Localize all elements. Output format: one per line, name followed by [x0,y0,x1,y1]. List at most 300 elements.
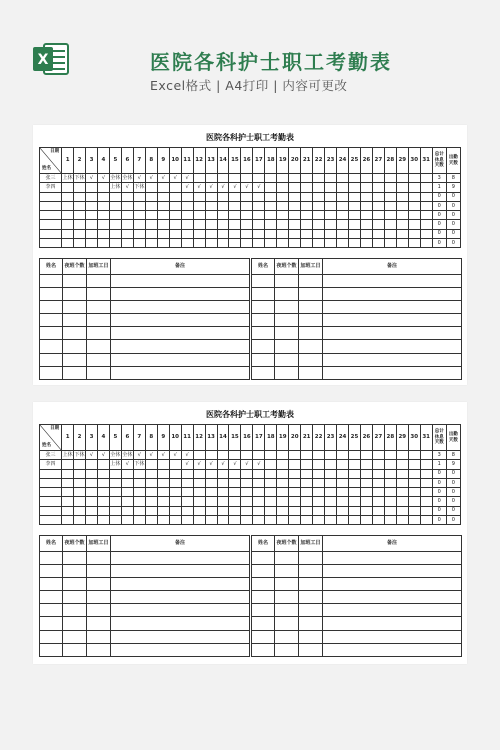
attendance-cell[interactable]: √ [193,460,205,469]
remarks-cell[interactable] [299,327,323,340]
attendance-cell[interactable] [157,460,169,469]
remarks-cell[interactable] [63,288,87,301]
attendance-cell[interactable]: √ [205,183,217,192]
attendance-cell[interactable]: √ [169,451,181,460]
attendance-cell[interactable] [301,506,313,515]
attendance-cell[interactable] [277,220,289,229]
attendance-cell[interactable] [396,516,408,525]
attendance-cell[interactable] [360,211,372,220]
attendance-cell[interactable] [289,211,301,220]
attendance-cell[interactable]: 上休 [62,451,74,460]
remarks-cell[interactable] [323,288,462,301]
attendance-cell[interactable] [217,201,229,210]
remarks-cell[interactable] [323,617,462,630]
attendance-cell[interactable] [337,211,349,220]
attendance-cell[interactable] [193,478,205,487]
attendance-cell[interactable] [384,174,396,183]
attendance-cell[interactable] [74,183,86,192]
attendance-cell[interactable] [193,488,205,497]
remarks-cell[interactable] [111,565,250,578]
attendance-cell[interactable] [265,516,277,525]
attendance-cell[interactable] [145,192,157,201]
attendance-cell[interactable] [133,220,145,229]
attendance-cell[interactable] [229,469,241,478]
attendance-cell[interactable]: 上休 [109,183,121,192]
remarks-cell[interactable] [252,604,275,617]
attendance-cell[interactable] [396,460,408,469]
attendance-cell[interactable] [133,478,145,487]
attendance-cell[interactable] [145,516,157,525]
remarks-cell[interactable] [299,591,323,604]
remarks-cell[interactable] [275,275,299,288]
remarks-cell[interactable] [63,340,87,353]
attendance-cell[interactable]: 全休 [109,174,121,183]
attendance-cell[interactable] [193,506,205,515]
attendance-cell[interactable] [169,488,181,497]
attendance-cell[interactable] [217,451,229,460]
attendance-cell[interactable] [349,174,361,183]
attendance-cell[interactable] [97,201,109,210]
attendance-cell[interactable] [360,488,372,497]
remarks-cell[interactable] [111,552,250,565]
attendance-cell[interactable] [97,506,109,515]
attendance-cell[interactable] [313,506,325,515]
attendance-cell[interactable] [420,478,432,487]
attendance-cell[interactable] [181,516,193,525]
attendance-cell[interactable]: √ [181,174,193,183]
attendance-cell[interactable] [217,497,229,506]
attendance-cell[interactable] [205,192,217,201]
attendance-cell[interactable] [217,192,229,201]
attendance-cell[interactable] [193,201,205,210]
remarks-cell[interactable] [87,353,111,366]
remarks-cell[interactable] [252,327,275,340]
attendance-cell[interactable] [277,211,289,220]
remarks-cell[interactable] [299,301,323,314]
attendance-cell[interactable] [145,469,157,478]
attendance-cell[interactable] [253,516,265,525]
remarks-cell[interactable] [111,288,250,301]
attendance-cell[interactable] [384,516,396,525]
remarks-cell[interactable] [40,340,63,353]
remarks-cell[interactable] [87,288,111,301]
attendance-cell[interactable] [360,192,372,201]
remarks-cell[interactable] [252,366,275,379]
attendance-cell[interactable] [349,211,361,220]
attendance-cell[interactable] [325,201,337,210]
attendance-cell[interactable]: 下休 [74,451,86,460]
attendance-cell[interactable]: √ [157,174,169,183]
attendance-cell[interactable] [181,239,193,248]
attendance-cell[interactable] [62,239,74,248]
attendance-cell[interactable] [229,451,241,460]
attendance-cell[interactable] [62,497,74,506]
attendance-cell[interactable] [408,183,420,192]
attendance-cell[interactable] [408,506,420,515]
attendance-cell[interactable] [169,478,181,487]
attendance-cell[interactable]: √ [86,174,98,183]
attendance-cell[interactable]: √ [217,183,229,192]
remarks-cell[interactable] [87,275,111,288]
attendance-cell[interactable] [408,201,420,210]
attendance-cell[interactable]: √ [157,451,169,460]
attendance-cell[interactable] [337,506,349,515]
attendance-cell[interactable] [277,506,289,515]
attendance-cell[interactable] [277,239,289,248]
attendance-cell[interactable] [289,478,301,487]
attendance-cell[interactable] [229,211,241,220]
attendance-cell[interactable] [229,192,241,201]
attendance-cell[interactable] [193,220,205,229]
attendance-cell[interactable] [265,460,277,469]
attendance-cell[interactable] [86,478,98,487]
attendance-cell[interactable] [396,201,408,210]
attendance-cell[interactable] [121,192,133,201]
remarks-cell[interactable] [299,275,323,288]
attendance-cell[interactable] [337,201,349,210]
remarks-cell[interactable] [63,630,87,643]
remarks-cell[interactable] [299,288,323,301]
attendance-cell[interactable] [349,239,361,248]
attendance-cell[interactable] [86,220,98,229]
attendance-cell[interactable]: √ [86,451,98,460]
remarks-cell[interactable] [40,578,63,591]
remarks-cell[interactable] [111,314,250,327]
attendance-cell[interactable] [74,220,86,229]
attendance-cell[interactable] [289,469,301,478]
attendance-cell[interactable]: 上休 [62,174,74,183]
attendance-cell[interactable]: √ [217,460,229,469]
attendance-cell[interactable] [396,469,408,478]
attendance-cell[interactable] [372,192,384,201]
attendance-cell[interactable] [313,497,325,506]
attendance-cell[interactable] [86,192,98,201]
attendance-cell[interactable] [253,469,265,478]
attendance-cell[interactable] [253,478,265,487]
attendance-cell[interactable] [97,469,109,478]
attendance-cell[interactable] [313,460,325,469]
attendance-cell[interactable] [121,506,133,515]
attendance-cell[interactable] [169,201,181,210]
attendance-cell[interactable] [289,174,301,183]
attendance-cell[interactable] [62,229,74,238]
attendance-cell[interactable] [301,192,313,201]
attendance-cell[interactable] [277,497,289,506]
attendance-cell[interactable] [420,497,432,506]
attendance-cell[interactable] [408,211,420,220]
attendance-cell[interactable] [229,174,241,183]
remarks-cell[interactable] [252,617,275,630]
attendance-cell[interactable] [145,488,157,497]
attendance-cell[interactable] [289,497,301,506]
attendance-cell[interactable] [360,229,372,238]
attendance-cell[interactable] [181,478,193,487]
attendance-cell[interactable] [97,478,109,487]
attendance-cell[interactable]: √ [241,183,253,192]
attendance-cell[interactable] [396,192,408,201]
remarks-cell[interactable] [252,630,275,643]
attendance-cell[interactable] [145,239,157,248]
attendance-cell[interactable] [384,239,396,248]
remarks-cell[interactable] [323,353,462,366]
remarks-cell[interactable] [323,591,462,604]
attendance-cell[interactable] [372,451,384,460]
attendance-cell[interactable] [121,488,133,497]
attendance-cell[interactable] [420,451,432,460]
attendance-cell[interactable] [384,469,396,478]
attendance-cell[interactable] [193,469,205,478]
attendance-cell[interactable] [205,469,217,478]
attendance-cell[interactable] [253,174,265,183]
attendance-cell[interactable] [301,211,313,220]
attendance-cell[interactable] [337,192,349,201]
remarks-cell[interactable] [299,552,323,565]
remarks-cell[interactable] [87,643,111,656]
attendance-cell[interactable] [133,201,145,210]
attendance-cell[interactable] [325,451,337,460]
attendance-cell[interactable] [265,497,277,506]
attendance-cell[interactable] [313,174,325,183]
attendance-cell[interactable] [181,211,193,220]
remarks-cell[interactable] [87,591,111,604]
attendance-cell[interactable]: 上休 [109,460,121,469]
attendance-cell[interactable] [372,229,384,238]
attendance-cell[interactable] [313,488,325,497]
attendance-cell[interactable] [241,478,253,487]
attendance-cell[interactable] [277,229,289,238]
attendance-cell[interactable] [62,460,74,469]
attendance-cell[interactable] [301,516,313,525]
remarks-cell[interactable] [63,353,87,366]
attendance-cell[interactable]: √ [133,451,145,460]
attendance-cell[interactable] [349,460,361,469]
attendance-cell[interactable] [62,211,74,220]
remarks-cell[interactable] [40,353,63,366]
attendance-cell[interactable] [349,451,361,460]
remarks-cell[interactable] [40,552,63,565]
attendance-cell[interactable] [265,469,277,478]
attendance-cell[interactable]: √ [193,183,205,192]
attendance-cell[interactable] [157,469,169,478]
remarks-cell[interactable] [252,643,275,656]
attendance-cell[interactable] [372,516,384,525]
remarks-cell[interactable] [87,314,111,327]
attendance-cell[interactable] [205,211,217,220]
attendance-cell[interactable] [360,239,372,248]
attendance-cell[interactable] [420,192,432,201]
attendance-cell[interactable] [181,192,193,201]
attendance-cell[interactable] [408,488,420,497]
remarks-cell[interactable] [87,552,111,565]
attendance-cell[interactable] [253,488,265,497]
attendance-cell[interactable] [217,506,229,515]
attendance-cell[interactable] [86,460,98,469]
remarks-cell[interactable] [40,327,63,340]
attendance-cell[interactable] [229,478,241,487]
remarks-cell[interactable] [323,366,462,379]
attendance-cell[interactable] [325,460,337,469]
attendance-cell[interactable] [74,506,86,515]
attendance-cell[interactable] [325,239,337,248]
attendance-cell[interactable] [205,451,217,460]
attendance-cell[interactable] [384,478,396,487]
remarks-cell[interactable] [40,643,63,656]
attendance-cell[interactable] [97,497,109,506]
remarks-cell[interactable] [252,578,275,591]
attendance-cell[interactable] [74,192,86,201]
attendance-cell[interactable] [74,229,86,238]
attendance-cell[interactable] [265,192,277,201]
remarks-cell[interactable] [323,327,462,340]
attendance-cell[interactable] [74,211,86,220]
attendance-cell[interactable] [277,460,289,469]
attendance-cell[interactable] [205,488,217,497]
attendance-cell[interactable] [420,220,432,229]
attendance-cell[interactable] [133,211,145,220]
remarks-cell[interactable] [111,353,250,366]
attendance-cell[interactable] [169,229,181,238]
attendance-cell[interactable] [372,201,384,210]
attendance-cell[interactable] [408,460,420,469]
attendance-cell[interactable] [325,174,337,183]
attendance-cell[interactable] [360,506,372,515]
attendance-cell[interactable] [145,229,157,238]
attendance-cell[interactable]: 全休 [121,451,133,460]
remarks-cell[interactable] [252,314,275,327]
remarks-cell[interactable] [299,578,323,591]
attendance-cell[interactable] [145,478,157,487]
attendance-cell[interactable] [313,516,325,525]
attendance-cell[interactable] [408,192,420,201]
attendance-cell[interactable] [360,478,372,487]
attendance-cell[interactable] [372,478,384,487]
attendance-cell[interactable] [97,183,109,192]
attendance-cell[interactable]: √ [145,174,157,183]
attendance-cell[interactable] [337,488,349,497]
attendance-cell[interactable] [205,497,217,506]
attendance-cell[interactable] [313,192,325,201]
attendance-cell[interactable] [408,239,420,248]
attendance-cell[interactable] [253,506,265,515]
attendance-cell[interactable] [157,192,169,201]
attendance-cell[interactable] [181,488,193,497]
remarks-cell[interactable] [275,552,299,565]
attendance-cell[interactable] [360,451,372,460]
remarks-cell[interactable] [323,552,462,565]
remarks-cell[interactable] [323,301,462,314]
attendance-cell[interactable] [396,239,408,248]
attendance-cell[interactable] [157,201,169,210]
attendance-cell[interactable] [325,220,337,229]
attendance-cell[interactable] [121,211,133,220]
attendance-cell[interactable] [277,478,289,487]
attendance-cell[interactable] [121,229,133,238]
remarks-cell[interactable] [111,604,250,617]
attendance-cell[interactable] [241,506,253,515]
attendance-cell[interactable] [372,488,384,497]
remarks-cell[interactable] [323,630,462,643]
attendance-cell[interactable] [349,183,361,192]
attendance-cell[interactable] [133,239,145,248]
attendance-cell[interactable]: 全休 [109,451,121,460]
remarks-cell[interactable] [87,604,111,617]
attendance-cell[interactable] [253,192,265,201]
remarks-cell[interactable] [87,630,111,643]
attendance-cell[interactable] [121,497,133,506]
attendance-cell[interactable] [157,220,169,229]
attendance-cell[interactable] [86,488,98,497]
attendance-cell[interactable] [157,516,169,525]
attendance-cell[interactable] [360,516,372,525]
attendance-cell[interactable] [86,497,98,506]
remarks-cell[interactable] [111,617,250,630]
attendance-cell[interactable] [277,451,289,460]
attendance-cell[interactable] [420,229,432,238]
remarks-cell[interactable] [87,340,111,353]
attendance-cell[interactable] [408,229,420,238]
attendance-cell[interactable] [325,183,337,192]
remarks-cell[interactable] [40,617,63,630]
attendance-cell[interactable] [360,183,372,192]
remarks-cell[interactable] [63,643,87,656]
remarks-cell[interactable] [63,604,87,617]
attendance-cell[interactable] [265,239,277,248]
attendance-cell[interactable] [193,239,205,248]
remarks-cell[interactable] [63,275,87,288]
attendance-cell[interactable] [396,497,408,506]
remarks-cell[interactable] [40,630,63,643]
attendance-cell[interactable] [229,506,241,515]
attendance-cell[interactable] [253,211,265,220]
remarks-cell[interactable] [87,301,111,314]
attendance-cell[interactable] [74,516,86,525]
attendance-cell[interactable] [325,211,337,220]
attendance-cell[interactable] [408,220,420,229]
attendance-cell[interactable] [169,211,181,220]
remarks-cell[interactable] [323,314,462,327]
attendance-cell[interactable] [384,183,396,192]
attendance-cell[interactable] [420,506,432,515]
attendance-cell[interactable] [86,516,98,525]
attendance-cell[interactable] [157,497,169,506]
attendance-cell[interactable] [241,516,253,525]
attendance-cell[interactable]: 下休 [133,183,145,192]
attendance-cell[interactable] [349,478,361,487]
attendance-cell[interactable] [217,488,229,497]
attendance-cell[interactable] [253,239,265,248]
attendance-cell[interactable] [109,516,121,525]
attendance-cell[interactable] [241,239,253,248]
attendance-cell[interactable] [109,192,121,201]
attendance-cell[interactable] [265,506,277,515]
attendance-cell[interactable] [372,183,384,192]
attendance-cell[interactable] [349,469,361,478]
attendance-cell[interactable] [325,229,337,238]
remarks-cell[interactable] [252,353,275,366]
attendance-cell[interactable] [97,229,109,238]
remarks-cell[interactable] [275,591,299,604]
attendance-cell[interactable]: √ [133,174,145,183]
remarks-cell[interactable] [87,578,111,591]
attendance-cell[interactable] [349,229,361,238]
remarks-cell[interactable] [323,565,462,578]
attendance-cell[interactable] [74,469,86,478]
attendance-cell[interactable] [205,174,217,183]
attendance-cell[interactable] [205,506,217,515]
attendance-cell[interactable]: √ [145,451,157,460]
remarks-cell[interactable] [63,366,87,379]
attendance-cell[interactable] [349,488,361,497]
